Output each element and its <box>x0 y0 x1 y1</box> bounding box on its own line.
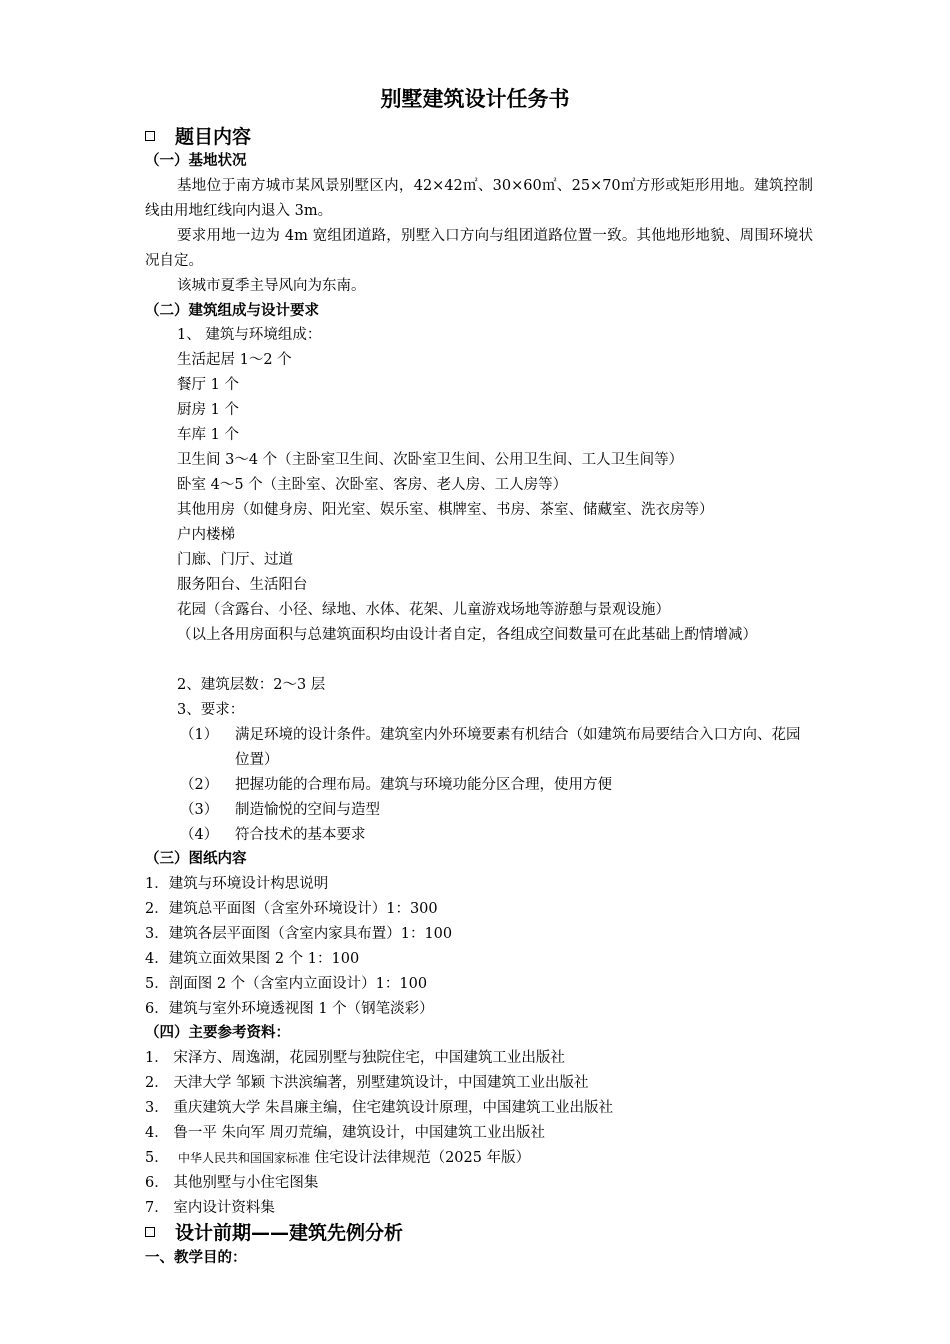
requirement-number: （4） <box>180 827 219 843</box>
checkbox-square-icon <box>145 131 155 141</box>
reference-list-item <box>145 1146 530 1171</box>
composition-item-1: 1、 建筑与环境组成： <box>177 327 322 343</box>
section-heading-text: 设计前期——建筑先例分析 <box>175 1222 404 1244</box>
paragraph-site-1: 基地位于南方城市某风景别墅区内，42×42㎡、30×60㎡、25×70㎡方形或矩形用地。建筑控制线由用地红线向内退入 3m。 <box>145 178 813 219</box>
composition-note: （以上各用房面积与总建筑面积均由设计者自定，各组成空间数量可在此基础上酌情增减） <box>177 627 757 643</box>
room-list-item: 生活起居 1～2 个 <box>177 352 292 368</box>
composition-item-3: 3、要求： <box>177 702 245 718</box>
checkbox-square-icon <box>145 1227 155 1237</box>
room-list-item: 卫生间 3～4 个（主卧室卫生间、次卧室卫生间、公用卫生间、工人卫生间等） <box>177 452 684 468</box>
room-list-item: 厨房 1 个 <box>177 402 239 418</box>
requirement-item <box>180 773 813 798</box>
subsection-heading-site: （一）基地状况 <box>145 153 247 169</box>
requirement-number: （3） <box>180 802 219 818</box>
drawing-list-item: 6．建筑与室外环境透视图 1 个（钢笔淡彩） <box>145 1001 434 1017</box>
room-list-item: 车库 1 个 <box>177 427 239 443</box>
reference-list-item: 4． 鲁一平 朱向军 周刃荒编，建筑设计，中国建筑工业出版社 <box>145 1125 546 1141</box>
room-list-item: 花园（含露台、小径、绿地、水体、花架、儿童游戏场地等游憩与景观设施） <box>177 602 670 618</box>
requirement-item <box>180 798 813 823</box>
room-list-item: 卧室 4～5 个（主卧室、次卧室、客房、老人房、工人房等） <box>177 477 568 493</box>
subsection-heading-teaching-goal: 一、教学目的： <box>145 1250 247 1266</box>
room-list-item: 其他用房（如健身房、阳光室、娱乐室、棋牌室、书房、茶室、储藏室、洗衣房等） <box>177 502 714 518</box>
drawing-list-item: 5．剖面图 2 个（含室内立面设计）1：100 <box>145 976 428 992</box>
drawing-list-item: 1．建筑与环境设计构思说明 <box>145 876 329 892</box>
requirement-number: （2） <box>180 777 219 793</box>
composition-item-2: 2、建筑层数：2～3 层 <box>177 677 326 693</box>
requirement-item <box>180 723 813 773</box>
reference-standard-label: 中华人民共和国国家标准 <box>177 1151 310 1165</box>
paragraph-site-3: 该城市夏季主导风向为东南。 <box>177 278 366 294</box>
section-heading-text: 题目内容 <box>175 126 252 148</box>
section-heading-topic <box>145 124 251 150</box>
drawing-list-item: 3．建筑各层平面图（含室内家具布置）1：100 <box>145 926 453 942</box>
subsection-heading-references: （四）主要参考资料： <box>145 1025 290 1041</box>
room-list-item: 户内楼梯 <box>177 527 235 543</box>
section-heading-precedent <box>145 1220 403 1246</box>
room-list-item: 服务阳台、生活阳台 <box>177 577 308 593</box>
subsection-heading-drawings: （三）图纸内容 <box>145 851 247 867</box>
requirement-text: 制造愉悦的空间与造型 <box>235 802 380 818</box>
room-list-item: 门廊、门厅、过道 <box>177 552 293 568</box>
drawing-list-item: 4．建筑立面效果图 2 个 1：100 <box>145 951 360 967</box>
requirement-item <box>180 823 813 848</box>
reference-list-item: 7． 室内设计资料集 <box>145 1200 275 1216</box>
reference-title: 住宅设计法律规范（2025 年版） <box>309 1150 531 1166</box>
reference-list-item: 6． 其他别墅与小住宅图集 <box>145 1175 319 1191</box>
subsection-heading-composition: （二）建筑组成与设计要求 <box>145 303 319 319</box>
requirement-number: （1） <box>180 727 219 743</box>
reference-list-item: 3． 重庆建筑大学 朱昌廉主编，住宅建筑设计原理，中国建筑工业出版社 <box>145 1100 613 1116</box>
room-list-item: 餐厅 1 个 <box>177 377 239 393</box>
paragraph-site-2: 要求用地一边为 4m 宽组团道路，别墅入口方向与组团道路位置一致。其他地形地貌、周围环境状况自定。 <box>145 228 813 269</box>
requirement-text: 满足环境的设计条件。建筑室内外环境要素有机结合（如建筑布局要结合入口方向、花园位置） <box>235 727 801 768</box>
drawing-list-item: 2．建筑总平面图（含室外环境设计）1：300 <box>145 901 438 917</box>
requirement-text: 符合技术的基本要求 <box>235 827 366 843</box>
reference-list-item: 1． 宋泽方、周逸湖，花园别墅与独院住宅，中国建筑工业出版社 <box>145 1050 565 1066</box>
reference-list-item: 2． 天津大学 邹颖 卞洪滨编著，别墅建筑设计，中国建筑工业出版社 <box>145 1075 589 1091</box>
reference-number: 5． <box>145 1150 178 1166</box>
requirement-text: 把握功能的合理布局。建筑与环境功能分区合理，使用方便 <box>235 777 612 793</box>
document-title: 别墅建筑设计任务书 <box>380 87 570 111</box>
